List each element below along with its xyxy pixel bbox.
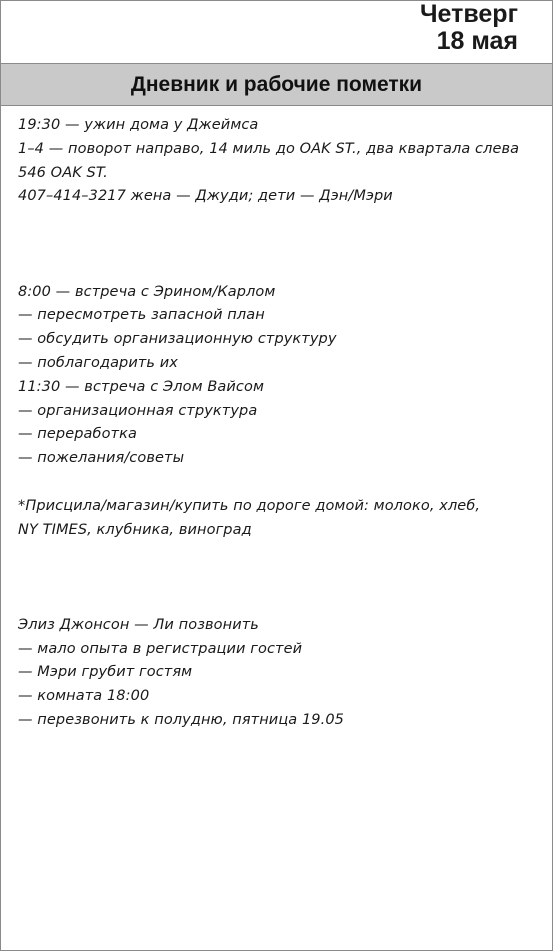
note-line: NY TIMES, клубника, виноград (18, 521, 252, 538)
blank-line (18, 209, 543, 233)
note-line: — переработка (18, 426, 137, 443)
note-line: — пересмотреть запасной план (18, 307, 265, 324)
note-line: 8:00 — встреча с Эрином/Карлом (18, 283, 276, 300)
note-line: — пожелания/советы (18, 450, 185, 467)
blank-line (18, 471, 543, 495)
blank-line (18, 542, 543, 566)
note-line: 11:30 — встреча с Элом Вайсом (18, 378, 264, 395)
handwritten-notes (18, 114, 543, 733)
note-line: — мало опыта в регистрации гостей (18, 640, 303, 657)
note-line: — обсудить организационную структуру (18, 331, 337, 348)
note-line: — организационная структура (18, 402, 258, 419)
note-line: 546 OAK ST. (18, 164, 108, 181)
section-header-bar (1, 63, 552, 106)
blank-line (18, 257, 543, 281)
note-line: — Мэри грубит гостям (18, 664, 193, 681)
note-line: — перезвонить к полудню, пятница 19.05 (18, 711, 344, 728)
blank-line (18, 566, 543, 590)
note-line: 19:30 — ужин дома у Джеймса (18, 117, 259, 133)
note-line: 407–414–3217 жена — Джуди; дети — Дэн/Мэри (18, 188, 393, 205)
note-line: 1–4 — поворот направо, 14 миль до OAK ST., два квартала слева (18, 140, 520, 157)
date-heading (420, 1, 518, 55)
weekday-label: Четверг (419, 0, 518, 28)
note-line: *Присцила/магазин/купить по дороге домой: молоко, хлеб, (18, 497, 481, 514)
note-line: Элиз Джонсон — Ли позвонить (18, 616, 259, 633)
blank-line (18, 233, 543, 257)
note-line: — поблагодарить их (18, 354, 178, 371)
blank-line (18, 590, 543, 614)
note-line: — комната 18:00 (18, 688, 150, 705)
day-label: 18 мая (436, 27, 518, 55)
section-title: Дневник и рабочие пометки (130, 73, 423, 96)
